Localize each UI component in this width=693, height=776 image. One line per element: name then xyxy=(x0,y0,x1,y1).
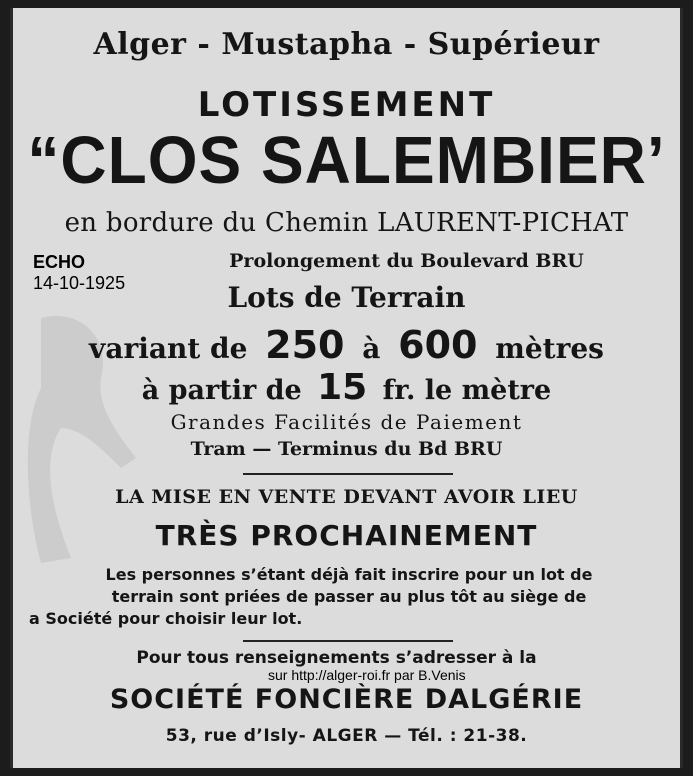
road-line: en bordure du Chemin LAURENT-PICHAT xyxy=(64,208,629,238)
price-suffix: fr. le mètre xyxy=(382,375,552,406)
price-line xyxy=(13,367,680,408)
sale-notice: LA MISE EN VENTE DEVANT AVOIR LIEU xyxy=(115,486,578,508)
company-name: SOCIÉTÉ FONCIÈRE DALGÉRIE xyxy=(109,684,584,715)
web-credit: sur http://alger-roi.fr par B.Venis xyxy=(268,667,466,683)
price-amount: 15 xyxy=(317,367,368,408)
price-prefix: à partir de xyxy=(141,375,302,406)
lots-heading: Lots de Terrain xyxy=(227,281,466,314)
paragraph-line-1: Les personnes s’étant déjà fait inscrire pour un lot de xyxy=(105,565,593,584)
divider-top xyxy=(243,473,453,475)
estate-name: “CLOS SALEMBIER’ xyxy=(27,122,666,198)
payment-terms: Grandes Facilités de Paiement xyxy=(170,410,523,434)
company-address: 53, rue d’Isly- ALGER — Tél. : 21-38. xyxy=(165,726,528,746)
paragraph-line-2: terrain sont priées de passer au plus tôt au siège de xyxy=(111,587,587,606)
sale-timing: TRÈS PROCHAINEMENT xyxy=(155,519,538,552)
subdivision-label: LOTISSEMENT xyxy=(197,85,496,125)
tram-info: Tram — Terminus du Bd BRU xyxy=(190,438,503,460)
contact-intro: Pour tous renseignements s’adresser à la xyxy=(136,648,537,668)
size-unit: mètres xyxy=(495,332,604,365)
source-stamp xyxy=(33,252,125,293)
boulevard-extension: Prolongement du Boulevard BRU xyxy=(229,250,584,272)
paragraph-line-3: a Société pour choisir leur lot. xyxy=(29,609,303,628)
size-range-line xyxy=(13,323,680,367)
registration-paragraph xyxy=(29,564,669,630)
stamp-source: ECHO xyxy=(33,252,86,272)
size-min: 250 xyxy=(265,323,345,367)
size-max: 600 xyxy=(398,323,478,367)
location-heading: Alger - Mustapha - Supérieur xyxy=(93,27,600,62)
stamp-date: 14-10-1925 xyxy=(33,272,126,293)
newspaper-advertisement xyxy=(10,8,683,768)
size-prefix: variant de xyxy=(89,332,248,365)
divider-bottom xyxy=(243,640,453,642)
size-between: à xyxy=(362,332,381,365)
